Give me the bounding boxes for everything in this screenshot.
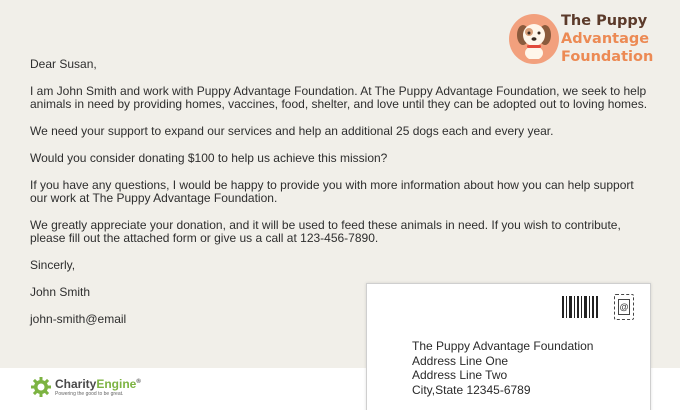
letter-paragraph: Would you consider donating $100 to help us achieve this mission? xyxy=(30,151,388,165)
brand-line-3: Foundation xyxy=(561,49,654,65)
letter-greeting: Dear Susan, xyxy=(30,57,97,71)
barcode-icon xyxy=(562,296,598,318)
envelope xyxy=(366,283,651,410)
brand-line-1: The Puppy xyxy=(561,13,648,29)
letter-paragraph: We need your support to expand our services and help an additional 25 dogs each and every year. xyxy=(30,124,554,138)
letter-paragraph: If you have any questions, I would be happy to provide you with more information about how you can help support our work at The Puppy Advantage Foundation. xyxy=(30,178,634,205)
letter-paragraph: I am John Smith and work with Puppy Advantage Foundation. At The Puppy Advantage Foundation, we seek to help animals in need by providing homes, vaccines, food, shelter, and love until they can be adopted out to loving homes. xyxy=(30,84,648,111)
charity-engine-tagline: Powering the good to be great. xyxy=(55,391,124,397)
charity-engine-name xyxy=(55,376,141,391)
charity-engine-name-part1: Charity xyxy=(55,377,97,391)
letter-email: john-smith@email xyxy=(30,312,127,326)
stamp-icon: @ xyxy=(614,294,634,320)
charity-engine-name-part2: Engine xyxy=(96,377,137,391)
letter-signature: John Smith xyxy=(30,285,91,299)
brand-line-2: Advantage xyxy=(561,31,650,47)
address-line: City,State 12345-6789 xyxy=(412,382,531,397)
trademark-mark: ® xyxy=(136,379,141,385)
letter-closing: Sincerly, xyxy=(30,258,76,272)
gear-icon xyxy=(30,376,52,398)
address-line: Address Line One xyxy=(412,353,509,368)
address-line: The Puppy Advantage Foundation xyxy=(412,339,594,353)
address-line: Address Line Two xyxy=(412,368,508,382)
puppy-icon xyxy=(509,14,559,64)
mailing-address xyxy=(412,339,593,397)
charity-engine-logo xyxy=(30,376,141,398)
letter-paragraph: We greatly appreciate your donation, and it will be used to feed these animals in need. If you wish to contribute, please fill out the attached form or give us a call at 123-456-7890. xyxy=(30,218,621,245)
